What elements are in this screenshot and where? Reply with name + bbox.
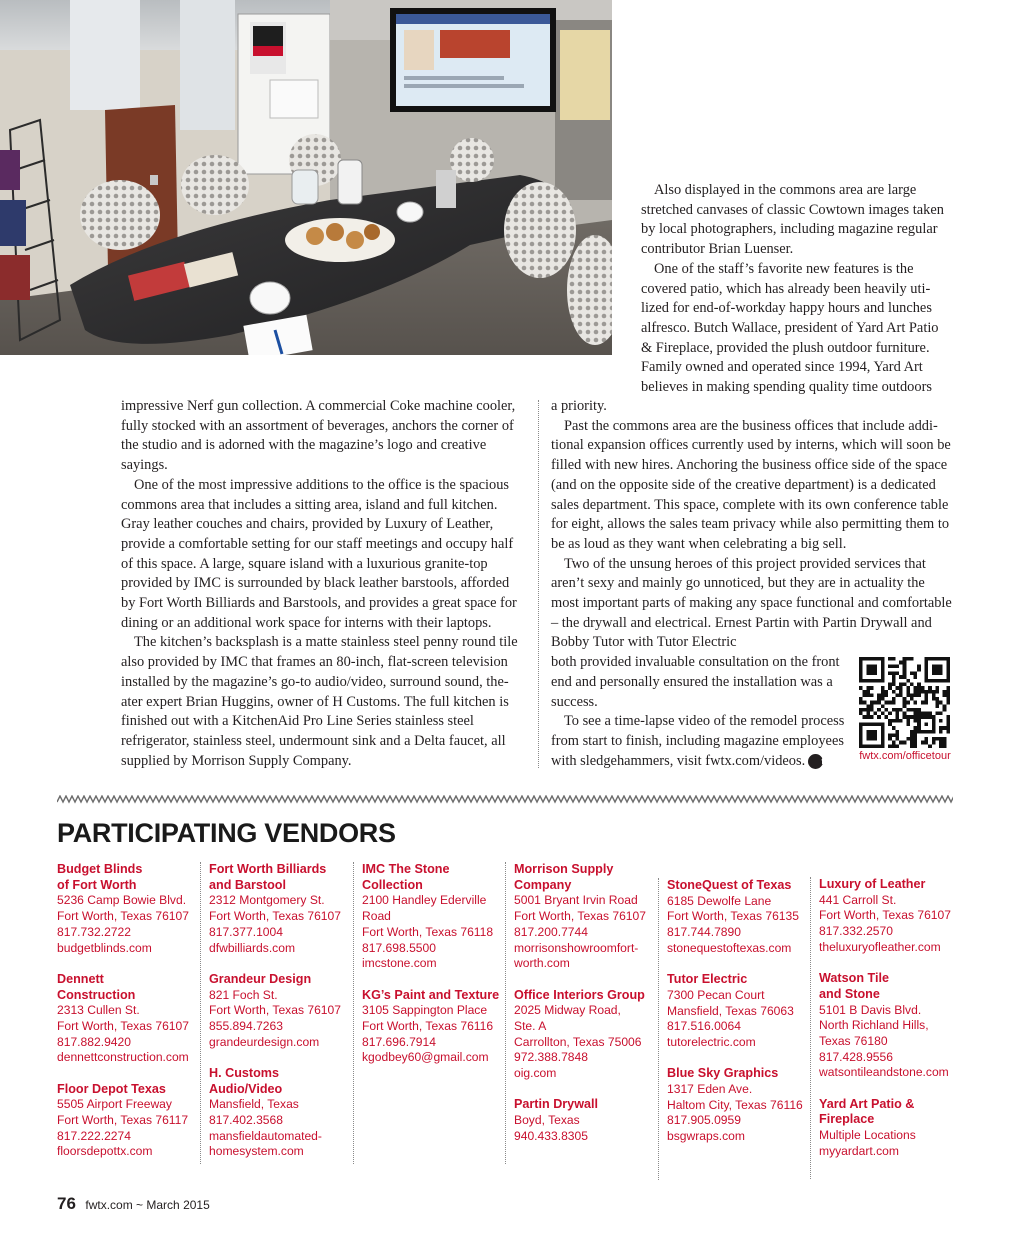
vendor-detail: Fort Worth, Texas 76107 bbox=[209, 1003, 341, 1018]
vendor-name: Partin Drywall bbox=[514, 1097, 598, 1112]
vendor-name: and Barstool bbox=[209, 877, 286, 892]
vendor-entry bbox=[667, 972, 809, 1051]
vendor-column bbox=[514, 862, 656, 1160]
vendor-detail: North Richland Hills, bbox=[819, 1018, 929, 1033]
article-paragraph: a priority. bbox=[551, 398, 607, 414]
article-column-left bbox=[121, 397, 525, 771]
vendor-entry bbox=[209, 972, 351, 1051]
vendor-detail: Road bbox=[362, 909, 391, 924]
vendor-detail: Fort Worth, Texas 76135 bbox=[667, 909, 799, 924]
page-footer bbox=[57, 1194, 210, 1214]
vendor-detail: 817.402.3568 bbox=[209, 1113, 283, 1128]
vendor-detail: 817.732.2722 bbox=[57, 924, 131, 939]
vendor-detail: 441 Carroll St. bbox=[819, 892, 897, 907]
vendor-name: H. Customs bbox=[209, 1065, 279, 1080]
vendor-detail: 1317 Eden Ave. bbox=[667, 1081, 753, 1096]
vendor-name: of Fort Worth bbox=[57, 877, 137, 892]
vendor-detail: 5236 Camp Bowie Blvd. bbox=[57, 893, 187, 908]
vendor-website-link[interactable]: worth.com bbox=[514, 956, 570, 971]
vendor-column bbox=[819, 877, 961, 1175]
vendor-column bbox=[362, 862, 504, 1082]
vendor-detail: Fort Worth, Texas 76116 bbox=[362, 1018, 494, 1033]
vendor-detail: Mansfield, Texas 76063 bbox=[667, 1003, 794, 1018]
vendor-detail: 817.698.5500 bbox=[362, 940, 436, 955]
zigzag-divider bbox=[57, 795, 953, 804]
vendor-name: Dennett bbox=[57, 971, 104, 986]
vendor-detail: Fort Worth, Texas 76117 bbox=[57, 1113, 189, 1128]
vendor-entry bbox=[57, 1082, 199, 1161]
vendor-detail: 2100 Handley Ederville bbox=[362, 893, 487, 908]
vendor-detail: Fort Worth, Texas 76107 bbox=[209, 909, 341, 924]
vendor-detail: 6185 Dewolfe Lane bbox=[667, 893, 772, 908]
vendor-website-link[interactable]: kgodbey60@gmail.com bbox=[362, 1050, 489, 1065]
article-paragraph: Two of the unsung heroes of this project provided services that aren’t sexy and mainly go unnoticed, but they are in actuality the most important parts of making any space functional and comfortable – the drywall and electrical. Ernest Partin with Partin Drywall and Bobby Tutor with Tutor Electric bbox=[551, 555, 952, 651]
vendor-detail: 817.696.7914 bbox=[362, 1034, 436, 1049]
vendor-column bbox=[57, 862, 199, 1176]
vendor-website-link[interactable]: budgetblinds.com bbox=[57, 940, 152, 955]
vendor-name: and Stone bbox=[819, 986, 880, 1001]
vendor-detail: 940.433.8305 bbox=[514, 1128, 588, 1143]
vendor-entry bbox=[362, 862, 504, 972]
vendor-name: Yard Art Patio & bbox=[819, 1096, 915, 1111]
vendor-website-link[interactable]: grandeurdesign.com bbox=[209, 1034, 320, 1049]
vendor-name: Construction bbox=[57, 987, 136, 1002]
article-paragraph: The kitchen’s backsplash is a matte stainless steel penny round tile also provided by IMC that frames an 80-inch, flat-screen television installed by the magazine’s go-to audio/video, surround sound, the- ater expert Brian Huggins, owner of H Customs. The full kitchen is finished out with a KitchenAid Pro Line Series stainless steel refrigerator, stainless steel, undermount sink and a Delta faucet, all supplied by Morrison Supply Company. bbox=[121, 634, 518, 769]
vendor-detail: Fort Worth, Texas 76118 bbox=[362, 924, 494, 939]
vendor-name: Audio/Video bbox=[209, 1081, 283, 1096]
vendor-website-link[interactable]: oig.com bbox=[514, 1066, 557, 1081]
vendor-detail: 817.332.2570 bbox=[819, 924, 893, 939]
vendor-detail: 2025 Midway Road, bbox=[514, 1003, 621, 1018]
vendor-detail: 5101 B Davis Blvd. bbox=[819, 1002, 922, 1017]
article-paragraph: Also displayed in the commons area are large stretched canvases of classic Cowtown images taken by local photographers, including magazine regular contributor Brian Luenser. bbox=[641, 182, 944, 258]
article-paragraph bbox=[551, 712, 849, 771]
vendor-detail: 817.905.0959 bbox=[667, 1113, 741, 1128]
vendor-detail: morrisonshowroomfort- bbox=[514, 940, 639, 955]
article-paragraph: Past the commons area are the business offices that include addi- tional expansion offices currently used by interns, which will soon be filled with new hires. Anchoring the business office side of the space (and on the opposite side of the creative department) is a dedicated sales department. This space, complete with its own conference table for eight, allows the sales team privacy while also permitting them to be as loud as they want when celebrating a big sell. bbox=[551, 417, 951, 552]
article-closing-text: To see a time-lapse video of the remodel process from start to finish, including magazine employees with sledgehammers, visit fwtx.com/videos. bbox=[551, 713, 845, 769]
vendor-detail: 817.200.7744 bbox=[514, 924, 588, 939]
article-paragraph: impressive Nerf gun collection. A commercial Coke machine cooler, fully stocked with an assortment of beverages, anchors the corner of the studio and is adorned with the magazine’s logo and creative sayings. bbox=[121, 398, 516, 474]
vendor-name: Fireplace bbox=[819, 1112, 875, 1127]
vendor-name: Office Interiors Group bbox=[514, 987, 645, 1002]
vendor-detail: Fort Worth, Texas 76107 bbox=[57, 909, 189, 924]
vendor-detail: Texas 76180 bbox=[819, 1033, 888, 1048]
vendor-entry bbox=[819, 971, 961, 1081]
vendor-name: Budget Blinds bbox=[57, 862, 143, 876]
vendor-detail: mansfieldautomated- bbox=[209, 1128, 322, 1143]
vendor-name: IMC The Stone bbox=[362, 862, 450, 876]
vendor-name: Tutor Electric bbox=[667, 972, 748, 987]
vendor-entry bbox=[819, 877, 961, 956]
article-paragraph: One of the most impressive additions to the office is the spacious commons area that includes a sitting area, island and full kitchen. Gray leather couches and chairs, provided by Luxury of Leather, provide a comfortable setting for our staff meetings and occupy half of this space. A large, square island with a luxurious granite-top provided by IMC is surrounded by black leather barstools, afforded by Fort Worth Billiards and Barstools, and provides a great space for dining or an additional work space for interns with their laptops. bbox=[121, 476, 517, 631]
article-paragraph: One of the staff’s favorite new features is the covered patio, which has already been heavily uti- lized for end-of-workday happy hours and lunches alfresco. Butch Wallace, president of Yard Art Patio & Fireplace, provided the plush outdoor furniture. Family owned and operated since 1994, Yard Art believes in making spending quality time outdoors bbox=[641, 260, 939, 396]
vendor-name: Collection bbox=[362, 877, 423, 892]
vendor-detail: 855.894.7263 bbox=[209, 1018, 283, 1033]
vendor-entry bbox=[514, 862, 656, 972]
article-paragraph: both provided invaluable consultation on the front end and personally ensured the installation was a success. bbox=[551, 654, 840, 710]
vendor-website-link[interactable]: tutorelectric.com bbox=[667, 1034, 756, 1049]
vendor-website-link[interactable]: bsgwraps.com bbox=[667, 1129, 745, 1144]
conference-room-photo bbox=[0, 0, 612, 355]
vendor-detail: 5001 Bryant Irvin Road bbox=[514, 893, 638, 908]
vendor-detail: Carrollton, Texas 75006 bbox=[514, 1034, 642, 1049]
vendor-detail: Fort Worth, Texas 76107 bbox=[819, 908, 951, 923]
page-number: 76 bbox=[57, 1194, 76, 1213]
vendor-entry bbox=[209, 862, 351, 956]
vendor-entry bbox=[667, 878, 809, 957]
vendor-website-link[interactable]: theluxuryofleather.com bbox=[819, 939, 941, 954]
qr-caption-link[interactable]: fwtx.com/officetour bbox=[859, 750, 951, 762]
vendor-website-link[interactable]: stonequestoftexas.com bbox=[667, 940, 792, 955]
vendor-website-link[interactable]: dfwbilliards.com bbox=[209, 940, 296, 955]
vendor-detail: 817.377.1004 bbox=[209, 924, 283, 939]
vendor-name: Morrison Supply bbox=[514, 862, 614, 876]
vendor-detail: 817.516.0064 bbox=[667, 1019, 741, 1034]
vendor-detail: 817.222.2274 bbox=[57, 1128, 131, 1143]
article-column-right-top bbox=[641, 181, 948, 398]
vendor-detail: Fort Worth, Texas 76107 bbox=[57, 1018, 189, 1033]
vendor-detail: Multiple Locations bbox=[819, 1128, 916, 1143]
qr-code[interactable] bbox=[859, 657, 950, 748]
vendor-website-link[interactable]: homesystem.com bbox=[209, 1144, 304, 1159]
vendor-name: Watson Tile bbox=[819, 971, 889, 986]
vendor-column bbox=[209, 862, 351, 1176]
vendor-detail: 817.428.9556 bbox=[819, 1049, 893, 1064]
vendor-website-link[interactable]: watsontileandstone.com bbox=[819, 1065, 949, 1080]
vendor-entry bbox=[819, 1097, 961, 1160]
vendor-website-link[interactable]: myyardart.com bbox=[819, 1143, 899, 1158]
vendor-name: Company bbox=[514, 877, 572, 892]
vendor-entry bbox=[514, 988, 656, 1082]
vendor-name: Grandeur Design bbox=[209, 971, 312, 986]
vendor-detail: Boyd, Texas bbox=[514, 1113, 580, 1128]
vendor-website-link[interactable]: floorsdepottx.com bbox=[57, 1144, 153, 1159]
vendor-detail: 817.882.9420 bbox=[57, 1034, 131, 1049]
vendor-detail: Ste. A bbox=[514, 1018, 547, 1033]
vendor-entry bbox=[209, 1066, 351, 1160]
vendor-website-link[interactable]: imcstone.com bbox=[362, 956, 437, 971]
vendor-detail: 817.744.7890 bbox=[667, 925, 741, 940]
vendor-entry bbox=[57, 862, 199, 956]
fw-end-mark-icon: fw bbox=[808, 754, 823, 769]
vendors-heading: PARTICIPATING VENDORS bbox=[57, 818, 396, 848]
vendor-entry bbox=[362, 988, 504, 1067]
footer-publication: fwtx.com ~ March 2015 bbox=[85, 1198, 210, 1212]
column-divider bbox=[538, 400, 539, 768]
vendor-name: Luxury of Leather bbox=[819, 877, 926, 891]
vendor-entry bbox=[514, 1097, 656, 1144]
vendor-detail: 972.388.7848 bbox=[514, 1050, 588, 1065]
vendor-entry bbox=[57, 972, 199, 1066]
vendor-entry bbox=[667, 1066, 809, 1145]
vendor-name: StoneQuest of Texas bbox=[667, 878, 792, 892]
vendor-detail: 7300 Pecan Court bbox=[667, 987, 765, 1002]
vendor-column bbox=[667, 878, 809, 1160]
vendor-detail: 5505 Airport Freeway bbox=[57, 1097, 172, 1112]
vendor-name: Fort Worth Billiards bbox=[209, 862, 327, 876]
vendor-detail: Haltom City, Texas 76116 bbox=[667, 1097, 803, 1112]
vendor-detail: 2313 Cullen St. bbox=[57, 1003, 140, 1018]
vendor-name: Blue Sky Graphics bbox=[667, 1066, 779, 1081]
vendor-detail: Fort Worth, Texas 76107 bbox=[514, 909, 646, 924]
vendor-name: KG’s Paint and Texture bbox=[362, 987, 500, 1002]
vendor-name: Floor Depot Texas bbox=[57, 1081, 166, 1096]
vendor-detail: 2312 Montgomery St. bbox=[209, 893, 325, 908]
vendor-detail: 821 Foch St. bbox=[209, 987, 278, 1002]
vendor-detail: 3105 Sappington Place bbox=[362, 1003, 488, 1018]
vendor-detail: Mansfield, Texas bbox=[209, 1097, 299, 1112]
vendor-website-link[interactable]: dennettconstruction.com bbox=[57, 1050, 189, 1065]
